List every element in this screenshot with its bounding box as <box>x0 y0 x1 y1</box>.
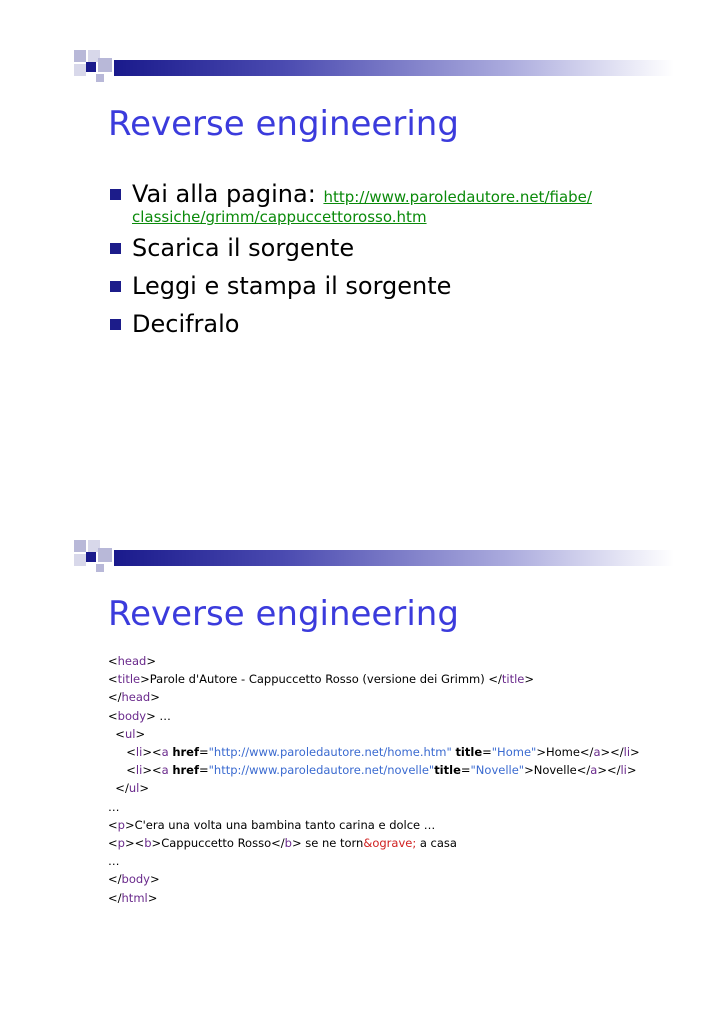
bullet-text: Decifralo <box>132 310 240 338</box>
code-line: </html> <box>108 890 158 905</box>
bullet-item <box>108 180 592 234</box>
bullet-square-icon <box>110 281 121 292</box>
code-line: <title>Parole d'Autore - Cappuccetto Rosso (versione dei Grimm) </title> <box>108 672 535 687</box>
html-source-code <box>108 652 640 907</box>
bullet-list <box>108 180 592 348</box>
code-line: <p>C'era una volta una bambina tanto carina e dolce … <box>108 817 436 832</box>
code-line: … <box>108 854 120 869</box>
bullet-item <box>108 272 592 310</box>
code-line: <head> <box>108 654 156 668</box>
bullet-square-icon <box>110 319 121 330</box>
bullet-square-icon <box>110 243 121 254</box>
source-link[interactable]: http://www.paroledautore.net/fiabe/ <box>323 188 592 206</box>
slide-title: Reverse engineering <box>108 104 459 144</box>
source-link-continued[interactable]: classiche/grimm/cappuccettorosso.htm <box>132 208 427 226</box>
bullet-item <box>108 234 592 272</box>
bullet-square-icon <box>110 189 121 200</box>
title-decoration <box>74 540 654 572</box>
slide-title: Reverse engineering <box>108 594 459 634</box>
bullet-item <box>108 310 592 348</box>
bullet-text: Scarica il sorgente <box>132 234 355 262</box>
code-line: <p><b>Cappuccetto Rosso</b> se ne torn&ograve; a casa <box>108 836 457 851</box>
code-line: <li><a href="http://www.paroledautore.net/home.htm" title="Home">Home</a></li> <box>108 745 640 760</box>
code-line: <ul> <box>108 726 146 741</box>
code-line: <li><a href="http://www.paroledautore.net/novelle"title="Novelle">Novelle</a></li> <box>108 763 637 778</box>
title-decoration <box>74 50 654 82</box>
bullet-text: Leggi e stampa il sorgente <box>132 272 452 300</box>
code-line: </body> <box>108 872 160 887</box>
code-line: </head> <box>108 690 160 705</box>
slide-2 <box>0 490 724 1002</box>
bullet-text: Vai alla pagina: <box>132 180 316 208</box>
code-line: </ul> <box>108 781 149 796</box>
code-line: … <box>108 799 120 814</box>
code-line: <body> … <box>108 708 171 723</box>
